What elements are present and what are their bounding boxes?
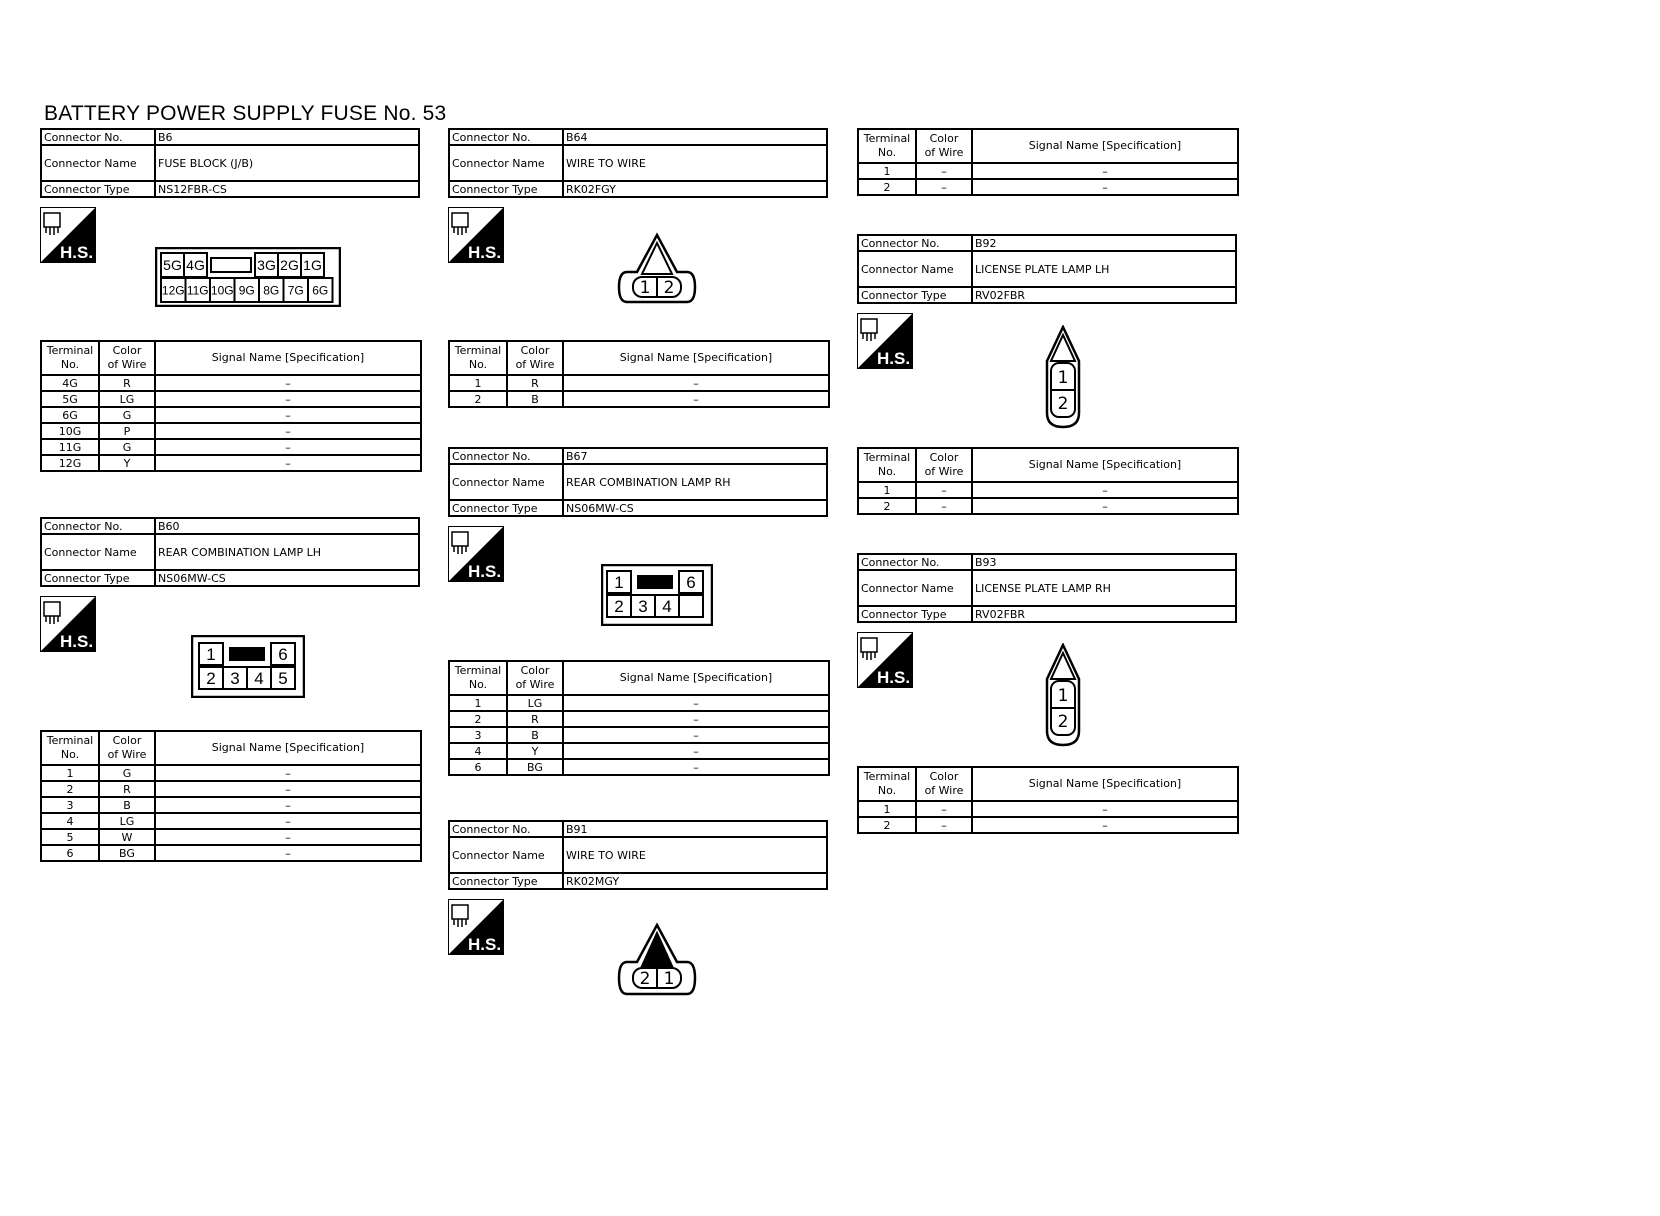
- signal-cell: –: [972, 817, 1238, 833]
- terminal-cell: 2: [449, 391, 507, 407]
- terminal-cell: 10G: [41, 423, 99, 439]
- terminal-table-b93: [857, 766, 1239, 834]
- connector-type-label: Connector Type: [449, 181, 563, 197]
- signal-cell: –: [155, 439, 421, 455]
- connector-face-b91: [617, 922, 697, 1000]
- wire-color-cell: –: [916, 801, 972, 817]
- pin-label: 2: [639, 969, 651, 989]
- signal-name-header: Signal Name [Specification]: [972, 129, 1238, 163]
- connector-type-label: Connector Type: [858, 606, 972, 622]
- connector-name-value: REAR COMBINATION LAMP RH: [563, 464, 827, 500]
- pin-label: 1: [1057, 368, 1069, 388]
- wire-color-cell: –: [916, 817, 972, 833]
- signal-cell: –: [563, 759, 829, 775]
- signal-cell: –: [972, 482, 1238, 498]
- signal-cell: –: [155, 407, 421, 423]
- connector-type-value: NS06MW-CS: [563, 500, 827, 516]
- signal-name-header: Signal Name [Specification]: [155, 341, 421, 375]
- connector-no-value: B92: [972, 235, 1236, 251]
- signal-name-header: Signal Name [Specification]: [563, 661, 829, 695]
- connector-no-label: Connector No.: [41, 518, 155, 534]
- connector-name-value: FUSE BLOCK (J/B): [155, 145, 419, 181]
- signal-cell: –: [155, 765, 421, 781]
- hs-text: H.S.: [877, 668, 911, 687]
- pin-label: 1G: [303, 257, 322, 274]
- signal-name-header: Signal Name [Specification]: [972, 767, 1238, 801]
- wire-color-cell: W: [99, 829, 155, 845]
- pin-label: 6G: [312, 283, 329, 298]
- pin-label: 10G: [210, 283, 234, 298]
- color-of-wire-header: Color of Wire: [916, 767, 972, 801]
- table-row: [41, 423, 421, 439]
- connector-info-b6: [40, 128, 420, 198]
- signal-name-header: Signal Name [Specification]: [972, 448, 1238, 482]
- table-row: [41, 797, 421, 813]
- pin-label: 4G: [186, 257, 205, 274]
- connector-face-b92: [1045, 325, 1081, 429]
- connector-no-value: B6: [155, 129, 419, 145]
- pin-label: 6: [686, 573, 696, 593]
- pin-label: 5G: [163, 257, 182, 274]
- key-indicator: [229, 647, 265, 661]
- signal-cell: –: [972, 163, 1238, 179]
- connector-no-value: B67: [563, 448, 827, 464]
- empty-cavity: [679, 595, 703, 617]
- terminal-table-b92: [857, 447, 1239, 515]
- terminal-cell: 5: [41, 829, 99, 845]
- pin-label: 5: [278, 669, 288, 689]
- connector-type-value: RK02MGY: [563, 873, 827, 889]
- hs-text: H.S.: [60, 632, 94, 651]
- harness-side-icon: [40, 207, 96, 263]
- connector-name-value: WIRE TO WIRE: [563, 145, 827, 181]
- connector-name-label: Connector Name: [41, 534, 155, 570]
- table-row: [858, 498, 1238, 514]
- connector-no-label: Connector No.: [858, 235, 972, 251]
- terminal-table-b67: [448, 660, 830, 776]
- pin-label: 2: [1057, 394, 1069, 414]
- pin-label: 2: [663, 278, 675, 298]
- connector-face-b6: [155, 247, 341, 307]
- connector-type-value: NS12FBR-CS: [155, 181, 419, 197]
- terminal-cell: 4: [41, 813, 99, 829]
- terminal-cell: 6: [449, 759, 507, 775]
- terminal-cell: 2: [449, 711, 507, 727]
- connector-no-label: Connector No.: [858, 554, 972, 570]
- connector-no-label: Connector No.: [449, 448, 563, 464]
- wire-color-cell: LG: [99, 391, 155, 407]
- terminal-cell: 3: [41, 797, 99, 813]
- connector-type-label: Connector Type: [41, 570, 155, 586]
- hs-text: H.S.: [877, 349, 911, 368]
- table-row: [858, 482, 1238, 498]
- connector-no-value: B64: [563, 129, 827, 145]
- wire-color-cell: R: [507, 375, 563, 391]
- signal-cell: –: [563, 375, 829, 391]
- connector-info-b92: [857, 234, 1237, 304]
- signal-name-header: Signal Name [Specification]: [563, 341, 829, 375]
- pin-label: 2: [206, 669, 216, 689]
- signal-cell: –: [155, 375, 421, 391]
- wire-color-cell: –: [916, 498, 972, 514]
- signal-cell: –: [155, 455, 421, 471]
- connector-no-label: Connector No.: [449, 129, 563, 145]
- table-row: [41, 455, 421, 471]
- terminal-cell: 3: [449, 727, 507, 743]
- wire-color-cell: BG: [507, 759, 563, 775]
- terminal-cell: 1: [449, 375, 507, 391]
- signal-cell: –: [563, 743, 829, 759]
- harness-side-icon: [448, 526, 504, 582]
- table-row: [41, 375, 421, 391]
- connector-info-b64: [448, 128, 828, 198]
- terminal-cell: 11G: [41, 439, 99, 455]
- wire-color-cell: BG: [99, 845, 155, 861]
- signal-cell: –: [155, 797, 421, 813]
- signal-cell: –: [563, 695, 829, 711]
- table-row: [858, 163, 1238, 179]
- wire-color-cell: R: [99, 375, 155, 391]
- table-row: [449, 727, 829, 743]
- terminal-cell: 2: [41, 781, 99, 797]
- connector-type-value: NS06MW-CS: [155, 570, 419, 586]
- blank-cavity: [211, 258, 251, 272]
- color-of-wire-header: Color of Wire: [99, 731, 155, 765]
- connector-name-value: WIRE TO WIRE: [563, 837, 827, 873]
- terminal-cell: 5G: [41, 391, 99, 407]
- signal-cell: –: [972, 498, 1238, 514]
- wire-color-cell: –: [916, 163, 972, 179]
- connector-no-value: B91: [563, 821, 827, 837]
- pin-label: 1: [206, 645, 216, 665]
- table-row: [858, 817, 1238, 833]
- terminal-cell: 4: [449, 743, 507, 759]
- table-row: [41, 391, 421, 407]
- terminal-cell: 4G: [41, 375, 99, 391]
- terminal-cell: 2: [858, 817, 916, 833]
- terminal-table-b60: [40, 730, 422, 862]
- wire-color-cell: G: [99, 407, 155, 423]
- pin-label: 9G: [238, 283, 255, 298]
- wire-color-cell: LG: [507, 695, 563, 711]
- connector-no-label: Connector No.: [41, 129, 155, 145]
- wire-color-cell: B: [507, 727, 563, 743]
- connector-face-b64: [617, 232, 697, 308]
- signal-cell: –: [155, 829, 421, 845]
- wire-color-cell: P: [99, 423, 155, 439]
- wire-color-cell: Y: [99, 455, 155, 471]
- terminal-table-b91: [857, 128, 1239, 196]
- connector-type-label: Connector Type: [858, 287, 972, 303]
- connector-type-label: Connector Type: [449, 500, 563, 516]
- table-row: [41, 765, 421, 781]
- signal-cell: –: [155, 781, 421, 797]
- table-row: [41, 813, 421, 829]
- terminal-cell: 6G: [41, 407, 99, 423]
- wire-color-cell: Y: [507, 743, 563, 759]
- connector-name-label: Connector Name: [449, 464, 563, 500]
- table-row: [41, 829, 421, 845]
- pin-label: 6: [278, 645, 288, 665]
- wire-color-cell: G: [99, 765, 155, 781]
- signal-cell: –: [563, 727, 829, 743]
- color-of-wire-header: Color of Wire: [916, 129, 972, 163]
- wire-color-cell: B: [99, 797, 155, 813]
- terminal-no-header: Terminal No.: [858, 448, 916, 482]
- connector-info-b60: [40, 517, 420, 587]
- pin-label: 2G: [280, 257, 299, 274]
- connector-name-label: Connector Name: [449, 145, 563, 181]
- connector-no-label: Connector No.: [449, 821, 563, 837]
- pin-label: 4: [254, 669, 264, 689]
- hs-text: H.S.: [60, 243, 94, 262]
- signal-name-header: Signal Name [Specification]: [155, 731, 421, 765]
- pin-label: 3G: [257, 257, 276, 274]
- signal-cell: –: [155, 845, 421, 861]
- table-row: [41, 781, 421, 797]
- wire-color-cell: B: [507, 391, 563, 407]
- connector-type-value: RV02FBR: [972, 287, 1236, 303]
- wire-color-cell: R: [507, 711, 563, 727]
- pin-label: 1: [663, 969, 675, 989]
- connector-info-b93: [857, 553, 1237, 623]
- pin-label: 8G: [263, 283, 280, 298]
- signal-cell: –: [155, 391, 421, 407]
- terminal-no-header: Terminal No.: [858, 767, 916, 801]
- hs-text: H.S.: [468, 243, 502, 262]
- connector-no-value: B60: [155, 518, 419, 534]
- wire-color-cell: G: [99, 439, 155, 455]
- pin-label: 12G: [161, 283, 185, 298]
- terminal-no-header: Terminal No.: [858, 129, 916, 163]
- harness-side-icon: [448, 899, 504, 955]
- connector-info-b91: [448, 820, 828, 890]
- connector-info-b67: [448, 447, 828, 517]
- table-row: [449, 711, 829, 727]
- wire-color-cell: –: [916, 482, 972, 498]
- wire-color-cell: LG: [99, 813, 155, 829]
- table-row: [449, 391, 829, 407]
- harness-side-icon: [40, 596, 96, 652]
- pin-label: 2: [1057, 712, 1069, 732]
- table-row: [449, 695, 829, 711]
- terminal-cell: 6: [41, 845, 99, 861]
- connector-type-value: RV02FBR: [972, 606, 1236, 622]
- pin-label: 1: [614, 573, 624, 593]
- terminal-no-header: Terminal No.: [449, 661, 507, 695]
- terminal-table-b64: [448, 340, 830, 408]
- harness-side-icon: [857, 632, 913, 688]
- key-indicator: [637, 575, 673, 589]
- terminal-no-header: Terminal No.: [41, 341, 99, 375]
- pin-label: 1: [639, 278, 651, 298]
- terminal-cell: 12G: [41, 455, 99, 471]
- signal-cell: –: [972, 801, 1238, 817]
- signal-cell: –: [563, 711, 829, 727]
- pin-label: 1: [1057, 686, 1069, 706]
- pin-label: 3: [638, 597, 648, 617]
- connector-name-value: LICENSE PLATE LAMP LH: [972, 251, 1236, 287]
- pin-label: 11G: [186, 283, 209, 298]
- terminal-cell: 1: [858, 801, 916, 817]
- signal-cell: –: [155, 813, 421, 829]
- hs-text: H.S.: [468, 935, 502, 954]
- table-row: [41, 845, 421, 861]
- color-of-wire-header: Color of Wire: [916, 448, 972, 482]
- color-of-wire-header: Color of Wire: [99, 341, 155, 375]
- color-of-wire-header: Color of Wire: [507, 341, 563, 375]
- table-row: [449, 375, 829, 391]
- harness-side-icon: [857, 313, 913, 369]
- wire-color-cell: R: [99, 781, 155, 797]
- connector-type-value: RK02FGY: [563, 181, 827, 197]
- pin-label: 2: [614, 597, 624, 617]
- pin-label: 4: [662, 597, 672, 617]
- connector-name-value: REAR COMBINATION LAMP LH: [155, 534, 419, 570]
- terminal-cell: 1: [41, 765, 99, 781]
- terminal-table-b6: [40, 340, 422, 472]
- connector-name-label: Connector Name: [449, 837, 563, 873]
- terminal-cell: 1: [858, 482, 916, 498]
- connector-name-value: LICENSE PLATE LAMP RH: [972, 570, 1236, 606]
- signal-cell: –: [972, 179, 1238, 195]
- color-of-wire-header: Color of Wire: [507, 661, 563, 695]
- terminal-no-header: Terminal No.: [449, 341, 507, 375]
- connector-no-value: B93: [972, 554, 1236, 570]
- signal-cell: –: [155, 423, 421, 439]
- pin-label: 7G: [287, 283, 304, 298]
- wire-color-cell: –: [916, 179, 972, 195]
- table-row: [858, 801, 1238, 817]
- terminal-cell: 1: [858, 163, 916, 179]
- connector-face-b60: [191, 635, 305, 698]
- hs-text: H.S.: [468, 562, 502, 581]
- terminal-cell: 1: [449, 695, 507, 711]
- table-row: [858, 179, 1238, 195]
- terminal-cell: 2: [858, 498, 916, 514]
- connector-type-label: Connector Type: [449, 873, 563, 889]
- page-title: BATTERY POWER SUPPLY FUSE No. 53: [44, 102, 447, 125]
- table-row: [41, 439, 421, 455]
- connector-name-label: Connector Name: [41, 145, 155, 181]
- pin-label: 3: [230, 669, 240, 689]
- signal-cell: –: [563, 391, 829, 407]
- table-row: [41, 407, 421, 423]
- terminal-no-header: Terminal No.: [41, 731, 99, 765]
- connector-face-b93: [1045, 643, 1081, 747]
- table-row: [449, 759, 829, 775]
- connector-type-label: Connector Type: [41, 181, 155, 197]
- connector-face-b67: [601, 564, 713, 626]
- harness-side-icon: [448, 207, 504, 263]
- connector-name-label: Connector Name: [858, 251, 972, 287]
- table-row: [449, 743, 829, 759]
- terminal-cell: 2: [858, 179, 916, 195]
- connector-name-label: Connector Name: [858, 570, 972, 606]
